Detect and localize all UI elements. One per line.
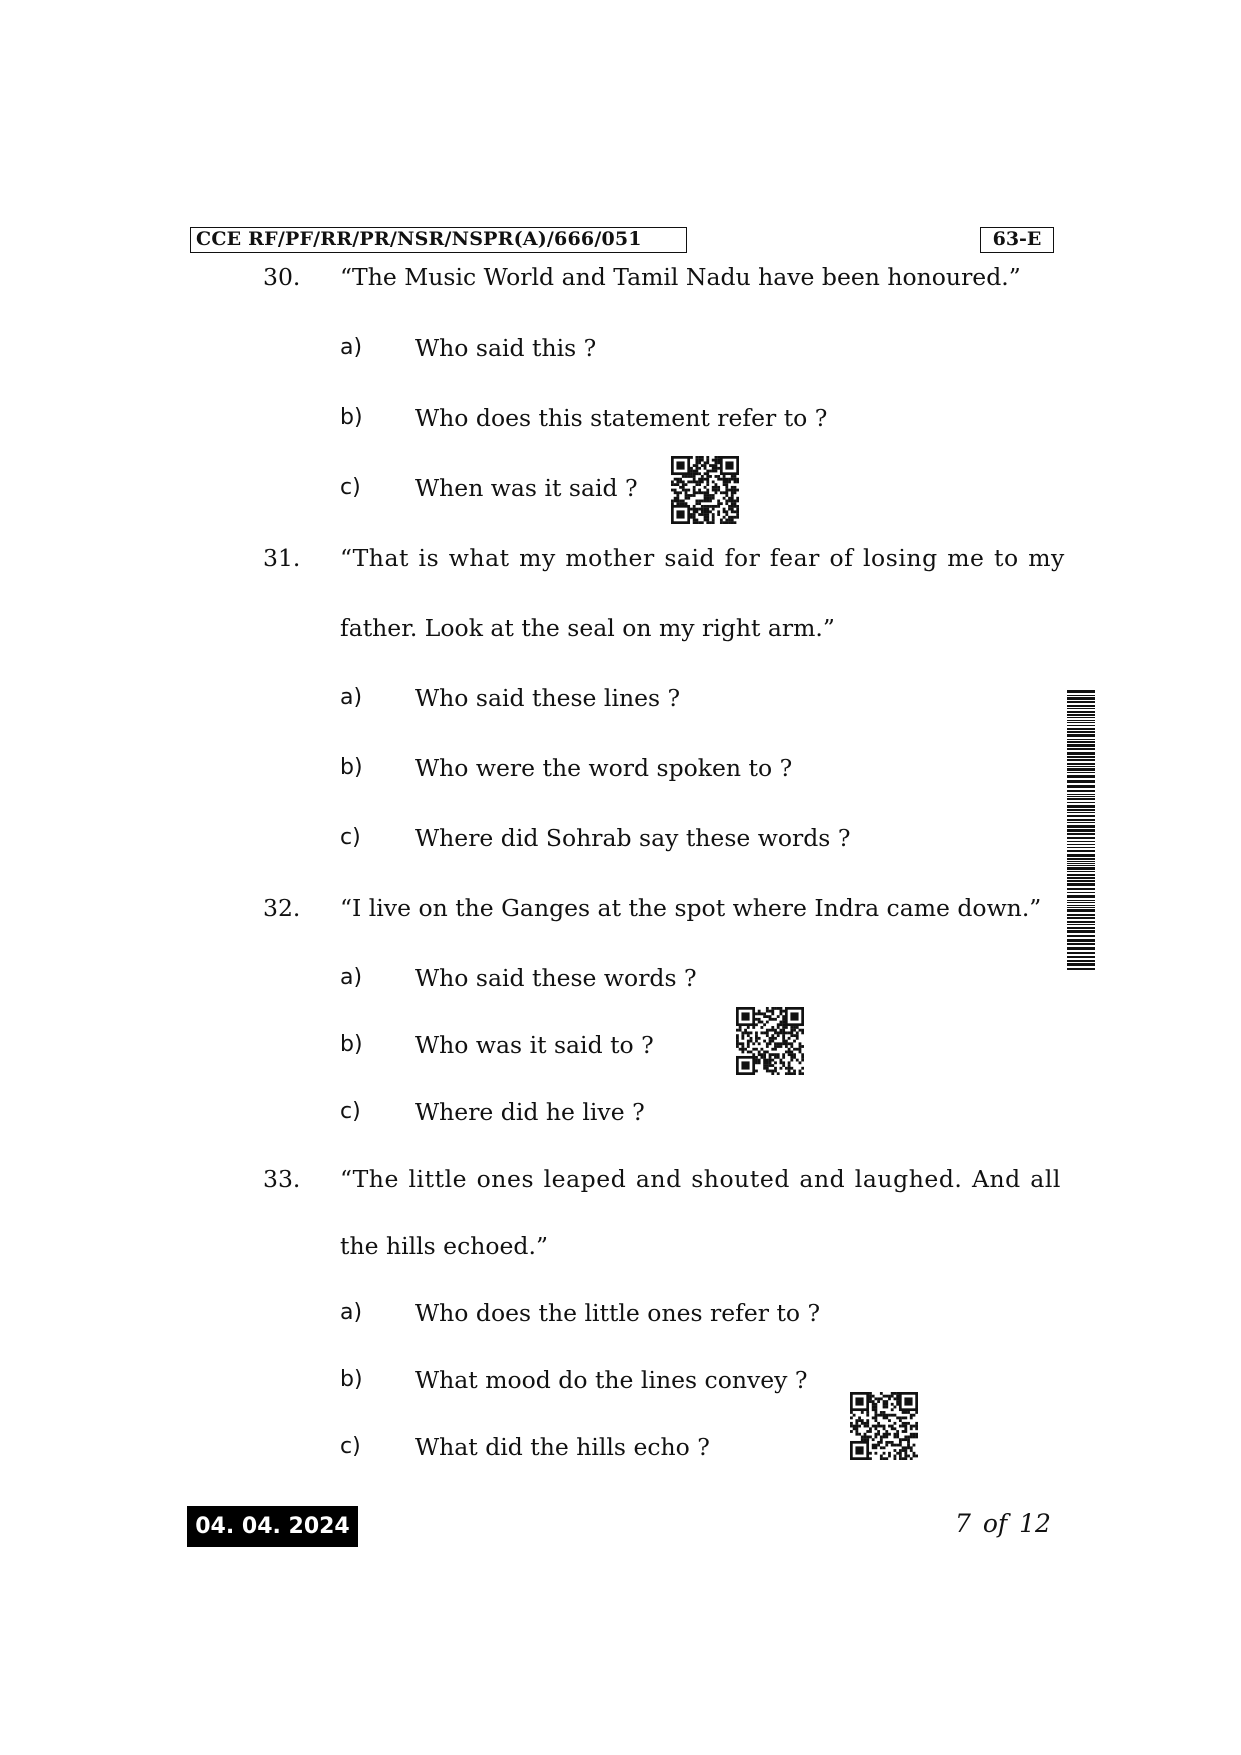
sub-question-label: c) <box>340 825 361 850</box>
exam-code: CCE RF/PF/RR/PR/NSR/NSPR(A)/666/051 <box>190 227 687 253</box>
sub-question-text: Who does this statement refer to ? <box>415 404 828 432</box>
sub-question-text: What mood do the lines convey ? <box>415 1366 808 1394</box>
question-number: 33. <box>263 1165 301 1193</box>
qr-code-icon <box>736 1007 804 1075</box>
question-number: 32. <box>263 894 301 922</box>
sub-question-label: c) <box>340 1099 361 1124</box>
sub-question-text: Who said this ? <box>415 334 597 362</box>
sub-question-text: Who were the word spoken to ? <box>415 754 793 782</box>
qr-code-icon <box>850 1392 918 1460</box>
sub-question-text: What did the hills echo ? <box>415 1433 710 1461</box>
sub-question-text: Who said these words ? <box>415 964 697 992</box>
sub-question-text: Who does the little ones refer to ? <box>415 1299 821 1327</box>
question-number: 31. <box>263 544 301 572</box>
sub-question-label: c) <box>340 1434 361 1459</box>
question-text: “I live on the Ganges at the spot where Indra came down.” <box>340 894 1042 922</box>
sub-question-text: Where did he live ? <box>415 1098 645 1126</box>
sub-question-label: c) <box>340 475 361 500</box>
sub-question-label: b) <box>340 405 363 430</box>
question-text: the hills echoed.” <box>340 1232 548 1260</box>
page-number: 7 of 12 <box>955 1509 1051 1538</box>
sub-question-text: Who was it said to ? <box>415 1031 654 1059</box>
question-text: “That is what my mother said for fear of losing me to my <box>340 544 1065 572</box>
sub-question-text: Where did Sohrab say these words ? <box>415 824 851 852</box>
paper-code: 63-E <box>980 227 1054 253</box>
exam-date: 04. 04. 2024 <box>187 1506 358 1547</box>
sub-question-label: a) <box>340 1300 363 1325</box>
sub-question-label: b) <box>340 1367 363 1392</box>
sub-question-label: a) <box>340 685 363 710</box>
qr-code-icon <box>671 456 739 524</box>
sub-question-label: a) <box>340 965 363 990</box>
barcode-icon <box>1067 690 1095 973</box>
sub-question-label: b) <box>340 755 363 780</box>
sub-question-text: Who said these lines ? <box>415 684 681 712</box>
sub-question-text: When was it said ? <box>415 474 638 502</box>
question-number: 30. <box>263 263 301 291</box>
question-text: “The Music World and Tamil Nadu have been honoured.” <box>340 263 1021 291</box>
sub-question-label: a) <box>340 335 363 360</box>
question-text: father. Look at the seal on my right arm.” <box>340 614 835 642</box>
question-text: “The little ones leaped and shouted and laughed. And all <box>340 1165 1061 1193</box>
sub-question-label: b) <box>340 1032 363 1057</box>
